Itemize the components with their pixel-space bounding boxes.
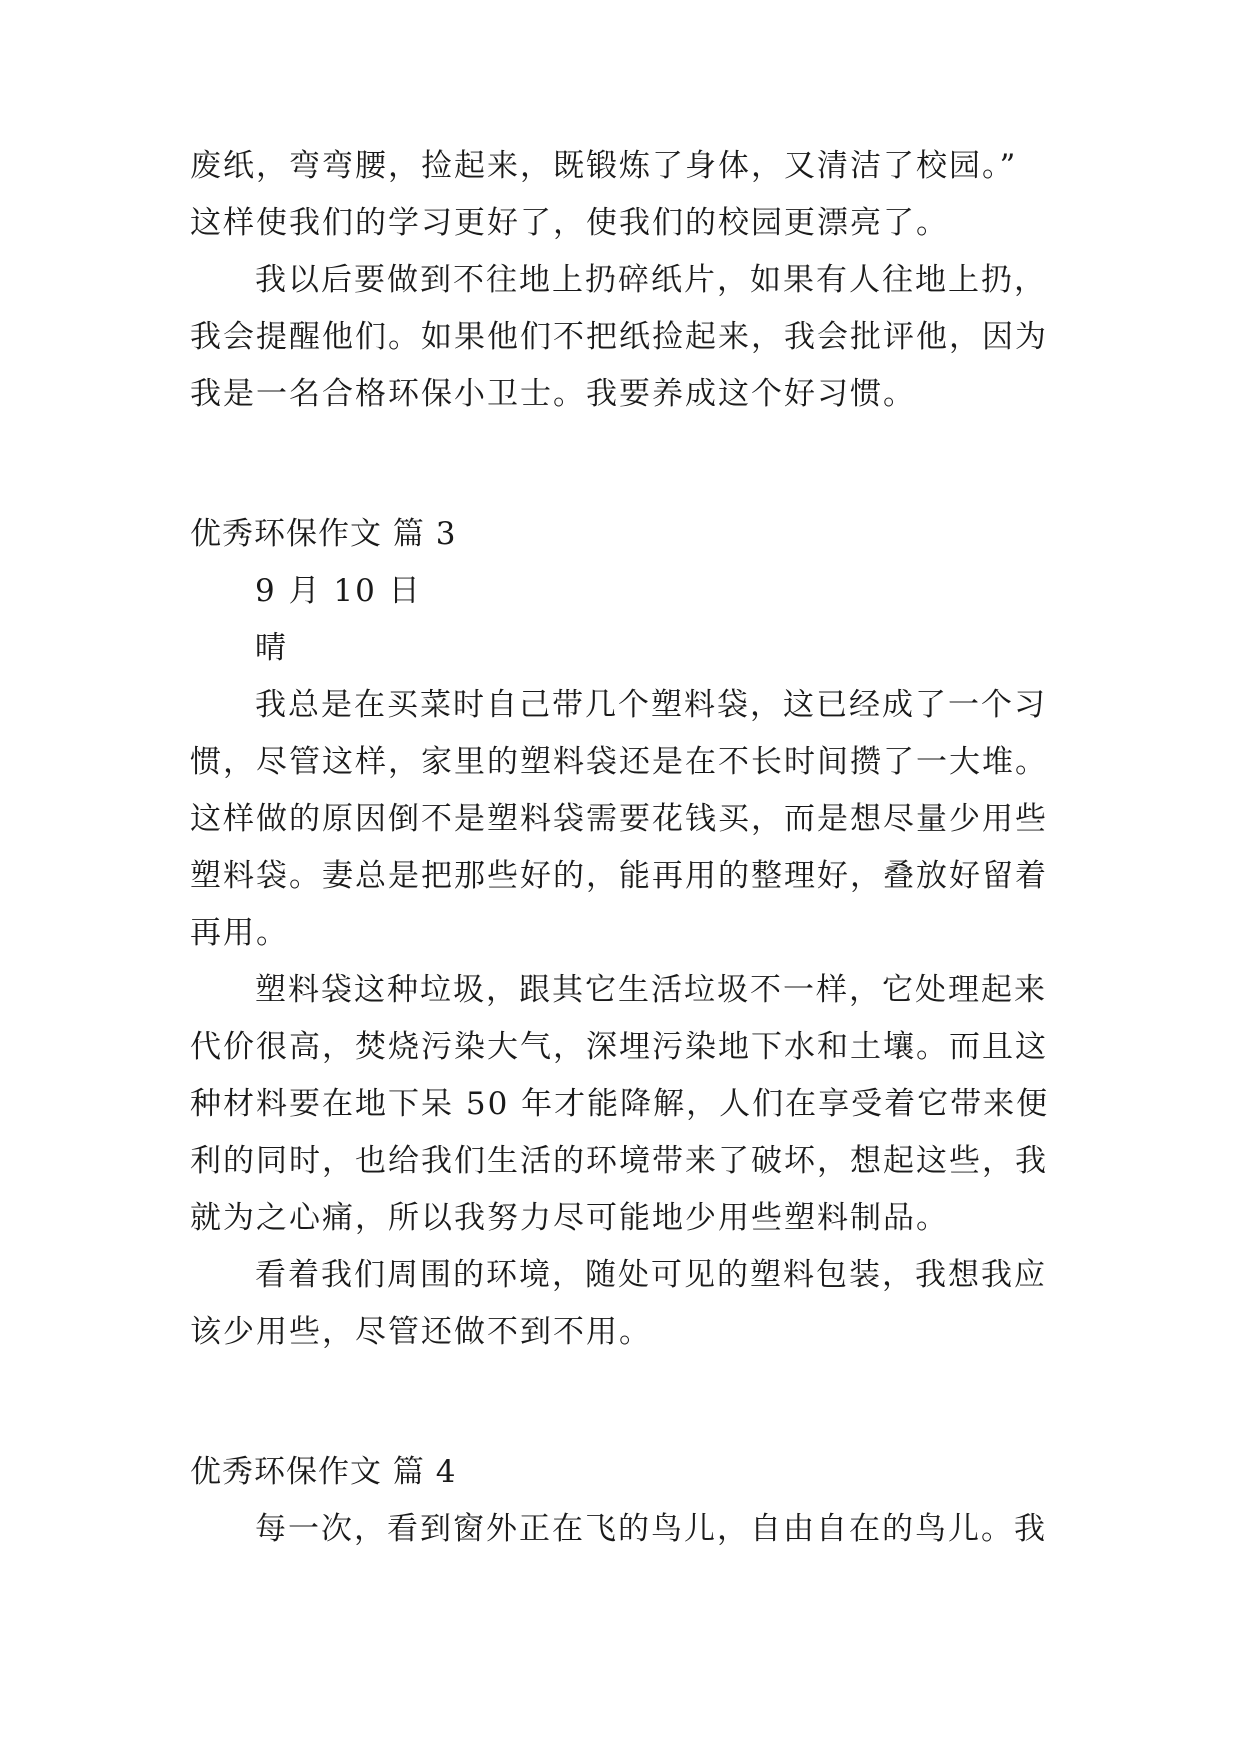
paragraph-line: 这样做的原因倒不是塑料袋需要花钱买，而是想尽量少用些 [190,801,1048,837]
paragraph-line: 我总是在买菜时自己带几个塑料袋，这已经成了一个习 [255,687,1047,723]
paragraph-line: 塑料袋。妻总是把那些好的，能再用的整理好，叠放好留着 [190,858,1048,894]
paragraph-line: 每一次，看到窗外正在飞的鸟儿，自由自在的鸟儿。我 [255,1511,1047,1547]
paragraph-line: 就为之心痛，所以我努力尽可能地少用些塑料制品。 [190,1200,949,1236]
weather-line: 晴 [255,630,288,666]
paragraph-line: 我以后要做到不往地上扔碎纸片，如果有人往地上扔， [255,262,1047,298]
section-heading: 优秀环保作文 篇 3 [190,516,457,552]
paragraph-line: 该少用些，尽管还做不到不用。 [190,1314,652,1350]
paragraph-line: 惯，尽管这样，家里的塑料袋还是在不长时间攒了一大堆。 [190,744,1048,780]
section-heading: 优秀环保作文 篇 4 [190,1454,457,1490]
paragraph-line: 我会提醒他们。如果他们不把纸捡起来，我会批评他，因为 [190,319,1048,355]
date-line: 9 月 10 日 [255,573,422,609]
paragraph-line: 看着我们周围的环境，随处可见的塑料包装，我想我应 [255,1257,1047,1293]
paragraph-line: 塑料袋这种垃圾，跟其它生活垃圾不一样，它处理起来 [255,972,1047,1008]
paragraph-line: 再用。 [190,915,289,951]
paragraph-line: 代价很高，焚烧污染大气，深埋污染地下水和土壤。而且这 [190,1029,1048,1065]
paragraph-line: 种材料要在地下呆 50 年才能降解，人们在享受着它带来便 [190,1086,1050,1122]
paragraph-line: 废纸，弯弯腰，捡起来，既锻炼了身体，又清洁了校园。” [190,148,1018,184]
paragraph-line: 这样使我们的学习更好了，使我们的校园更漂亮了。 [190,205,949,241]
paragraph-line: 利的同时，也给我们生活的环境带来了破坏，想起这些，我 [190,1143,1048,1179]
paragraph-line: 我是一名合格环保小卫士。我要养成这个好习惯。 [190,376,916,412]
